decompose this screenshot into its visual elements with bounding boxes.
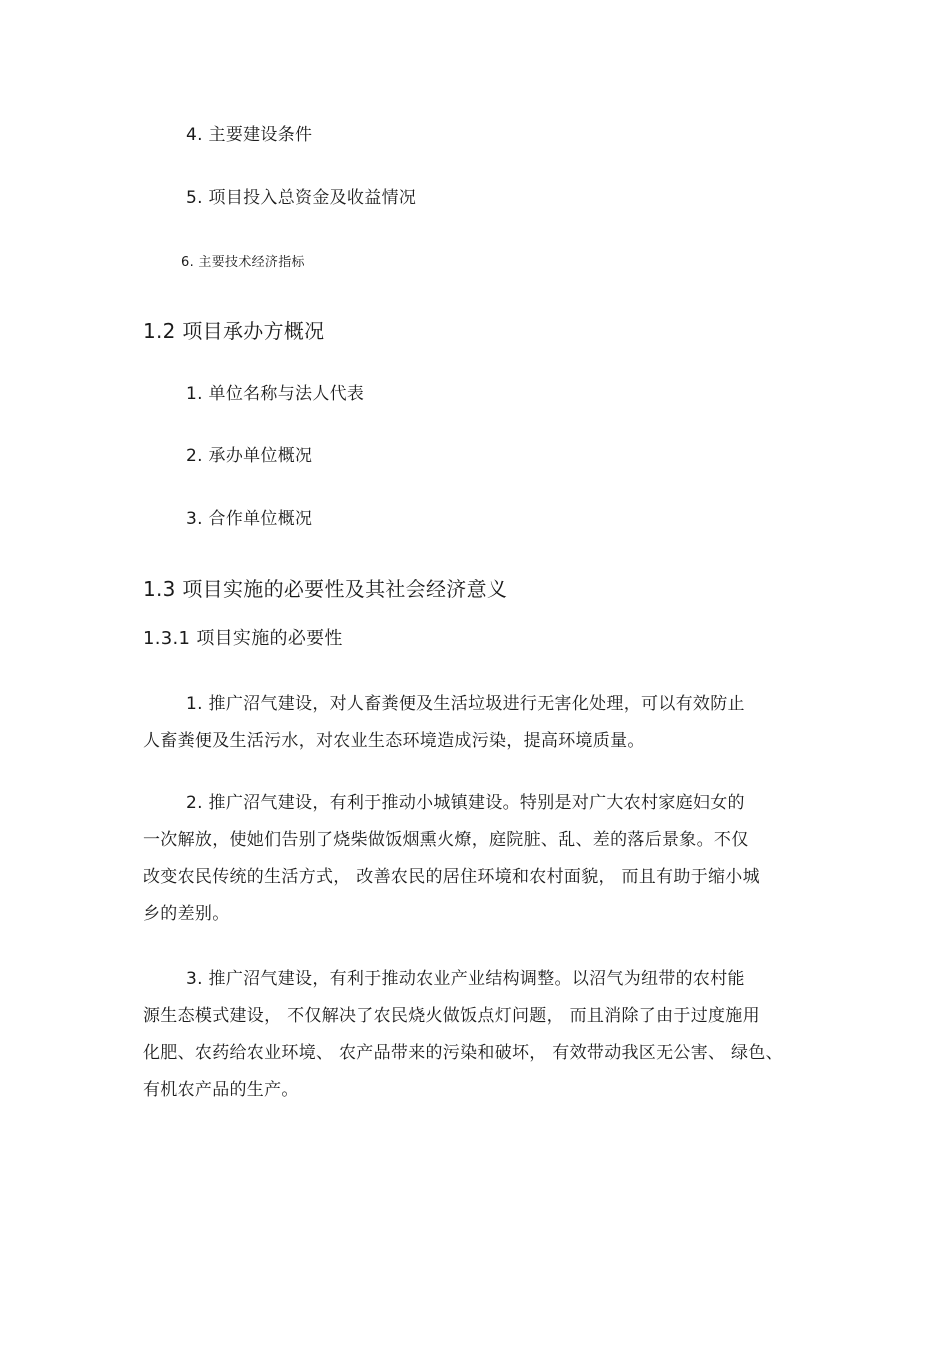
paragraph-line: 乡的差别。: [143, 904, 230, 924]
paragraph-line: 源生态模式建设， 不仅解决了农民烧火做饭点灯问题， 而且消除了由于过度施用: [143, 1006, 760, 1026]
paragraph-line: 改变农民传统的生活方式， 改善农民的居住环境和农村面貌， 而且有助于缩小城: [143, 867, 760, 887]
list-item-unit-name-legal-representative: 1. 单位名称与法人代表: [186, 384, 365, 404]
paragraph-line: 有机农产品的生产。: [143, 1080, 299, 1100]
paragraph-2: [143, 785, 813, 933]
paragraph-line: 2. 推广沼气建设，有利于推动小城镇建设。特别是对广大农村家庭妇女的: [186, 793, 745, 813]
paragraph-line: 一次解放，使她们告别了烧柴做饭烟熏火燎，庭院脏、乱、差的落后景象。不仅: [143, 830, 749, 850]
paragraph-line: 化肥、农药给农业环境、 农产品带来的污染和破坏， 有效带动我区无公害、 绿色、: [143, 1043, 783, 1063]
list-item-main-construction-conditions: 4. 主要建设条件: [186, 125, 313, 145]
paragraph-1: [143, 686, 813, 760]
subsection-heading-1-3-1: 1.3.1 项目实施的必要性: [143, 628, 343, 649]
section-heading-1-2: 1.2 项目承办方概况: [143, 319, 325, 343]
list-item-partner-unit-overview: 3. 合作单位概况: [186, 509, 313, 529]
paragraph-line: 人畜粪便及生活污水，对农业生态环境造成污染，提高环境质量。: [143, 731, 645, 751]
paragraph-line: 3. 推广沼气建设，有利于推动农业产业结构调整。以沼气为纽带的农村能: [186, 969, 745, 989]
paragraph-3: [143, 961, 813, 1109]
paragraph-line: 1. 推广沼气建设，对人畜粪便及生活垃圾进行无害化处理，可以有效防止: [186, 694, 745, 714]
list-item-host-unit-overview: 2. 承办单位概况: [186, 446, 313, 466]
list-item-total-investment-and-returns: 5. 项目投入总资金及收益情况: [186, 188, 417, 208]
section-heading-1-3: 1.3 项目实施的必要性及其社会经济意义: [143, 577, 508, 601]
list-item-main-technical-economic-indicators: 6. 主要技术经济指标: [181, 255, 305, 270]
